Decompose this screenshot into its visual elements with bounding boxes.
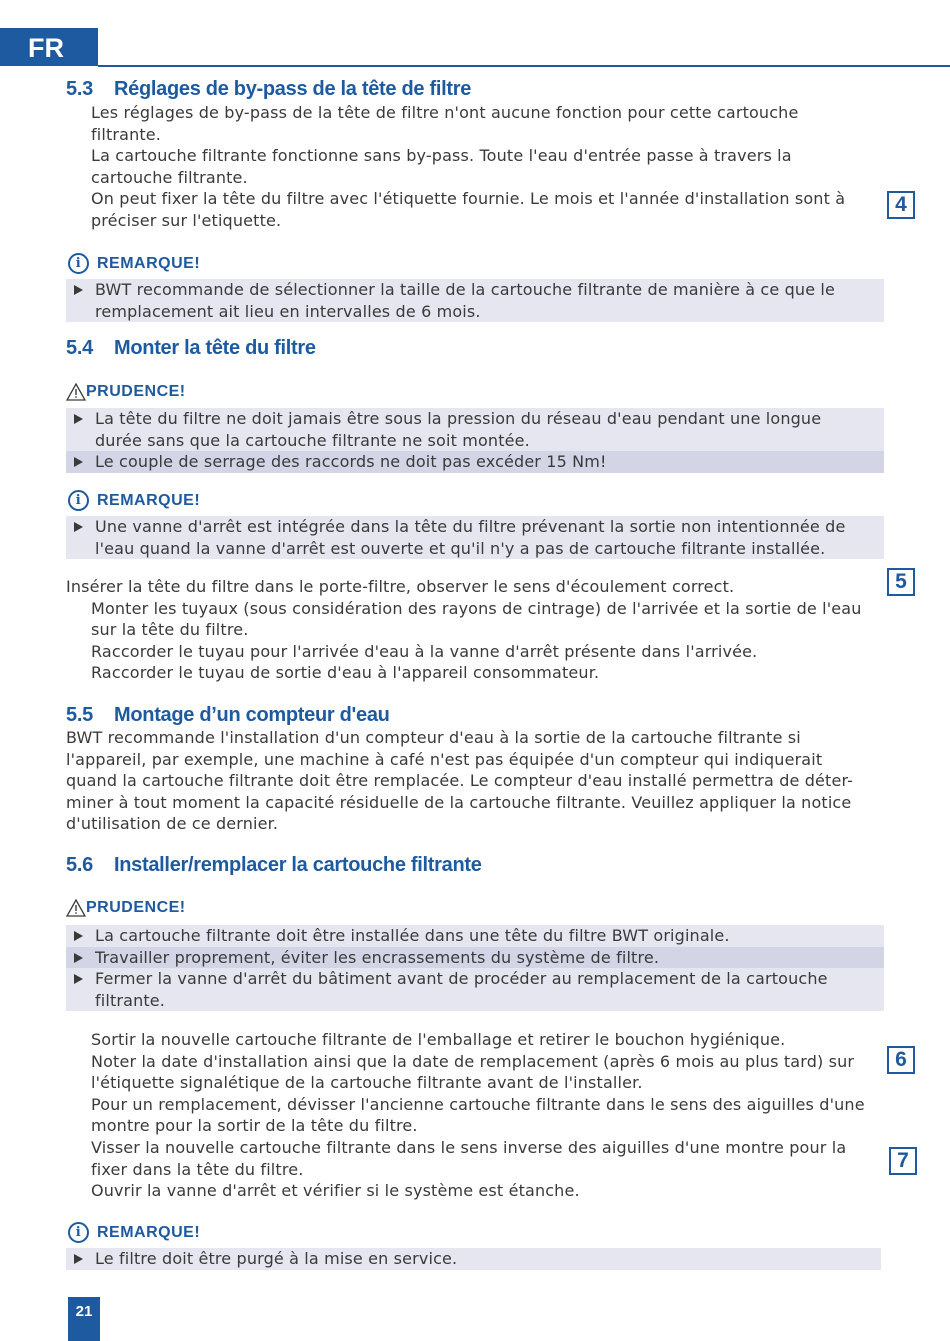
text-line: l'eau quand la vanne d'arrêt est ouverte et qu'il n'y a pas de cartouche filtrante installée. — [95, 538, 826, 558]
list-item — [66, 1248, 881, 1270]
text-line: La cartouche filtrante doit être installée dans une tête du filtre BWT originale. — [95, 926, 730, 945]
bullet-triangle-icon — [74, 1254, 83, 1264]
text-line: Le couple de serrage des raccords ne doit pas excéder 15 Nm! — [95, 452, 607, 472]
warning-triangle-icon — [66, 383, 86, 401]
list-item — [66, 925, 884, 947]
section-5-6-body — [91, 1029, 886, 1202]
text-line: Fermer la vanne d'arrêt du bâtiment avant de procéder au remplacement de la cartouche — [95, 969, 828, 989]
note-heading — [66, 490, 200, 511]
caution-label: PRUDENCE! — [86, 383, 186, 400]
text-line: BWT recommande de sélectionner la taille de la cartouche filtrante de manière à ce que le — [95, 280, 836, 299]
text-line: filtrante. — [91, 124, 162, 144]
note-label: REMARQUE! — [97, 491, 201, 509]
text-line: On peut fixer la tête du filtre avec l'étiquette fournie. Le mois et l'année d'installation sont à — [91, 189, 846, 209]
figure-reference-5: 5 — [887, 568, 915, 596]
list-item — [66, 279, 884, 322]
text-line: Raccorder le tuyau pour l'arrivée d'eau à la vanne d'arrêt présente dans l'arrivée. — [91, 641, 758, 661]
text-line: l'appareil, par exemple, une machine à café n'est pas équipée d'un compteur qui indiquerait — [66, 749, 823, 769]
list-item — [66, 968, 884, 1011]
section-heading-5-5 — [66, 704, 390, 727]
text-line: fixer dans la tête du filtre. — [91, 1159, 304, 1179]
text-line: l'étiquette signalétique de la cartouche filtrante avant de l'installer. — [91, 1073, 643, 1093]
list-item — [66, 408, 884, 451]
section-title: Installer/remplacer la cartouche filtrante — [114, 854, 482, 876]
text-line: La cartouche filtrante fonctionne sans by-pass. Toute l'eau d'entrée passe à travers la — [91, 146, 792, 166]
section-title: Montage d’un compteur d'eau — [114, 704, 390, 726]
note-box — [66, 279, 884, 322]
section-title: Réglages de by-pass de la tête de filtre — [114, 78, 472, 100]
section-number: 5.4 — [66, 337, 93, 359]
list-item — [66, 516, 884, 559]
section-number: 5.5 — [66, 704, 93, 726]
list-item — [66, 947, 884, 969]
text-line: quand la cartouche filtrante doit être remplacée. Le compteur d'eau installé permettra de déter- — [66, 771, 854, 791]
text-line: La tête du filtre ne doit jamais être sous la pression du réseau d'eau pendant une longue — [95, 409, 822, 428]
figure-reference-7: 7 — [889, 1147, 917, 1175]
text-line: Le filtre doit être purgé à la mise en service. — [95, 1249, 458, 1268]
list-item — [66, 451, 884, 473]
figure-reference-6: 6 — [887, 1046, 915, 1074]
warning-triangle-icon — [66, 899, 86, 917]
bullet-triangle-icon — [74, 414, 83, 424]
note-heading — [66, 1222, 200, 1243]
caution-box — [66, 925, 884, 1011]
caution-box — [66, 408, 884, 472]
text-line: remplacement ait lieu en intervalles de 6 mois. — [95, 301, 481, 321]
section-5-5-body — [66, 727, 886, 835]
section-title: Monter la tête du filtre — [114, 337, 316, 359]
note-label: REMARQUE! — [97, 1223, 201, 1241]
note-box — [66, 516, 884, 559]
section-heading-5-3 — [66, 78, 471, 101]
text-line: sur la tête du filtre. — [91, 620, 249, 640]
text-line: BWT recommande l'installation d'un compteur d'eau à la sortie de la cartouche filtrante si — [66, 728, 801, 747]
section-5-3-body — [91, 102, 881, 232]
bullet-triangle-icon — [74, 522, 83, 532]
text-line: préciser sur l'etiquette. — [91, 210, 282, 230]
bullet-triangle-icon — [74, 285, 83, 295]
text-line: cartouche filtrante. — [91, 167, 248, 187]
text-line: Monter les tuyaux (sous considération des rayons de cintrage) de l'arrivée et la sortie de l'eau — [91, 598, 862, 618]
caution-heading — [66, 899, 186, 917]
caution-label: PRUDENCE! — [86, 899, 186, 916]
section-5-4-body — [66, 576, 886, 684]
info-icon: i — [68, 1222, 89, 1243]
text-line: montre pour la sortir de la tête du filtre. — [91, 1116, 418, 1136]
note-heading — [66, 253, 200, 274]
section-number: 5.6 — [66, 854, 93, 876]
section-number: 5.3 — [66, 78, 93, 100]
header-rule — [98, 65, 950, 67]
text-line: Visser la nouvelle cartouche filtrante dans le sens inverse des aiguilles d'une montre pour la — [91, 1137, 847, 1157]
caution-heading — [66, 383, 186, 401]
text-line: durée sans que la cartouche filtrante ne soit montée. — [95, 430, 530, 450]
text-line: filtrante. — [95, 990, 166, 1010]
section-heading-5-4 — [66, 337, 316, 360]
info-icon: i — [68, 253, 89, 274]
bullet-triangle-icon — [74, 457, 83, 467]
page-number: 21 — [68, 1297, 100, 1341]
text-line: Noter la date d'installation ainsi que la date de remplacement (après 6 mois au plus tard) sur — [91, 1051, 855, 1071]
language-tab: FR — [0, 28, 98, 66]
text-line: Raccorder le tuyau de sortie d'eau à l'appareil consommateur. — [91, 663, 600, 683]
bullet-triangle-icon — [74, 931, 83, 941]
note-label: REMARQUE! — [97, 254, 201, 272]
section-heading-5-6 — [66, 854, 482, 877]
text-line: miner à tout moment la capacité résiduelle de la cartouche filtrante. Veuillez appliquer la notice — [66, 792, 852, 812]
bullet-triangle-icon — [74, 974, 83, 984]
text-line: d'utilisation de ce dernier. — [66, 814, 279, 834]
text-line: Une vanne d'arrêt est intégrée dans la tête du filtre prévenant la sortie non intentionnée de — [95, 517, 846, 536]
info-icon: i — [68, 490, 89, 511]
bullet-triangle-icon — [74, 953, 83, 963]
figure-reference-4: 4 — [887, 191, 915, 219]
text-line: Insérer la tête du filtre dans le porte-filtre, observer le sens d'écoulement correct. — [66, 577, 735, 596]
text-line: Ouvrir la vanne d'arrêt et vérifier si le système est étanche. — [91, 1181, 580, 1201]
text-line: Sortir la nouvelle cartouche filtrante de l'emballage et retirer le bouchon hygiénique. — [91, 1030, 786, 1049]
text-line: Travailler proprement, éviter les encrassements du système de filtre. — [95, 947, 660, 967]
text-line: Les réglages de by-pass de la tête de filtre n'ont aucune fonction pour cette cartouche — [91, 103, 799, 122]
note-box — [66, 1248, 881, 1270]
text-line: Pour un remplacement, dévisser l'ancienne cartouche filtrante dans le sens des aiguilles d'une — [91, 1094, 865, 1114]
